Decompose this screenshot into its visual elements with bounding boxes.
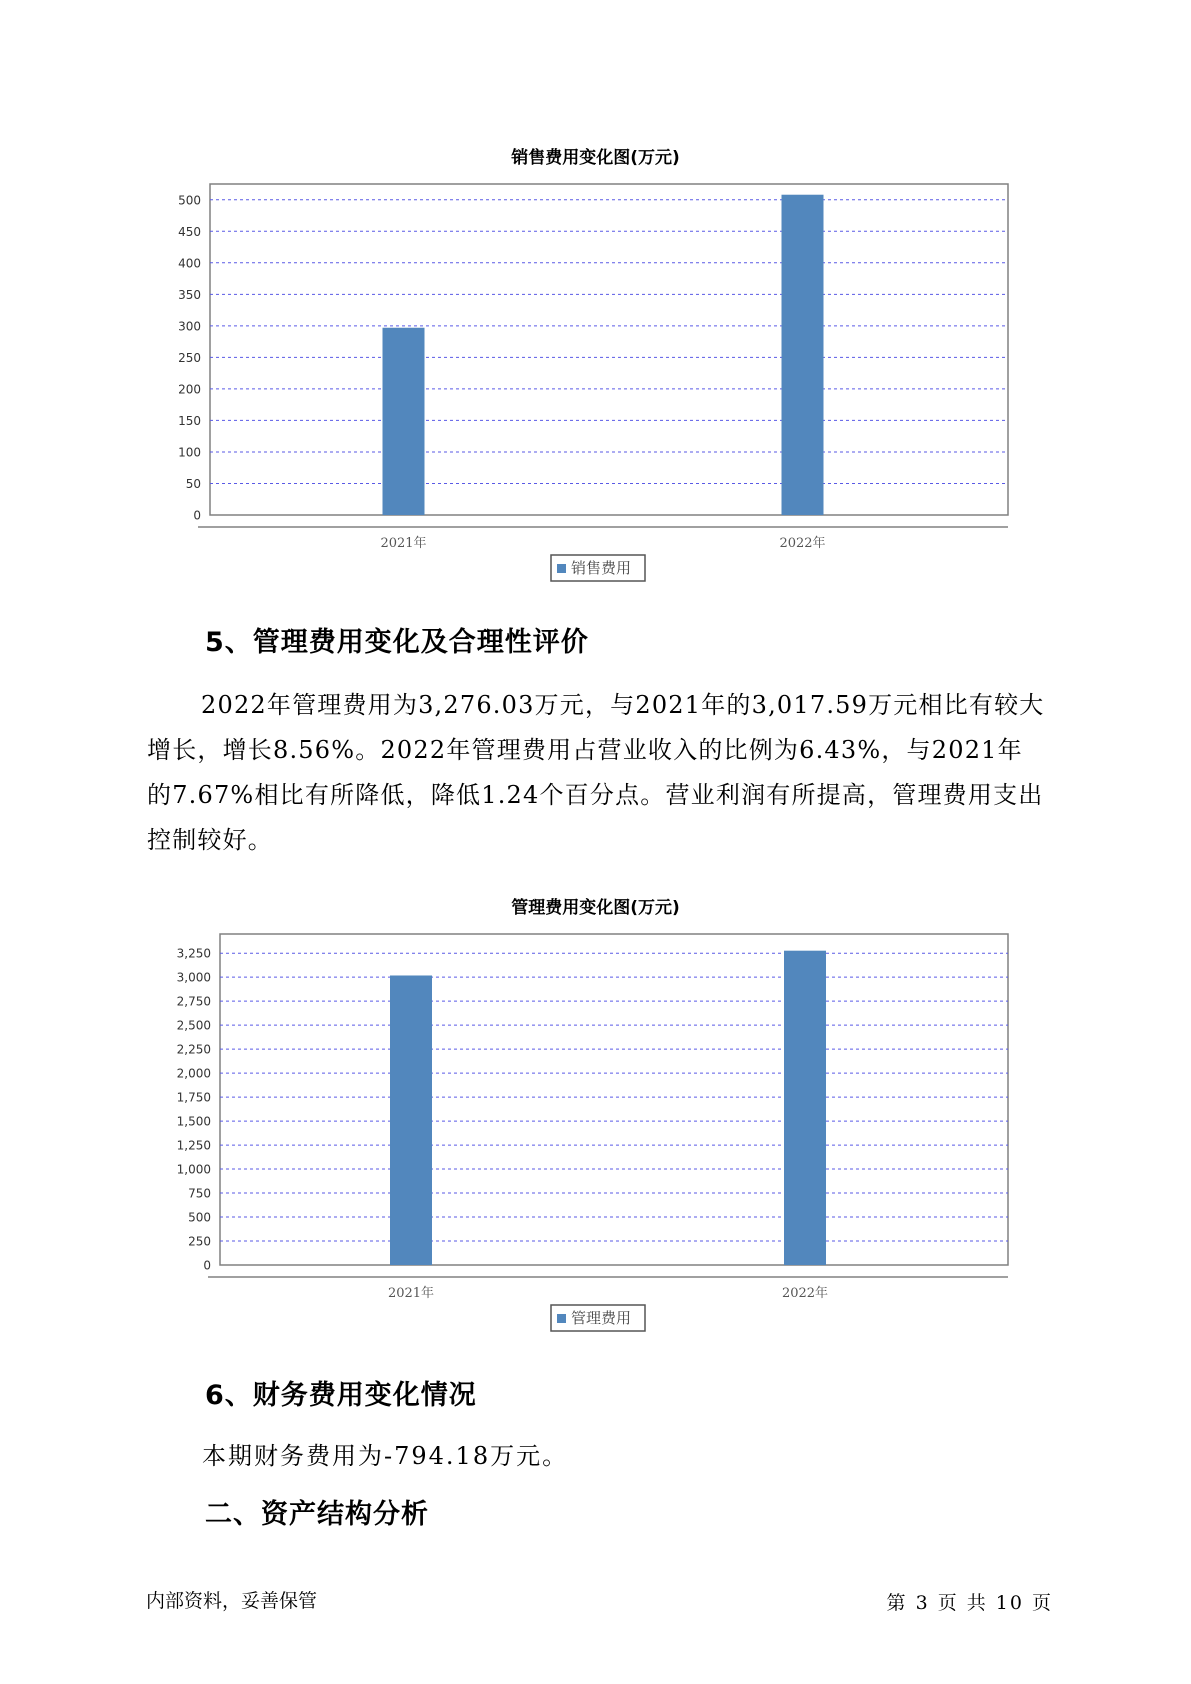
y-tick-label: 100 (178, 445, 201, 460)
y-tick-label: 2,750 (176, 994, 211, 1009)
y-tick-label: 1,500 (176, 1114, 211, 1129)
y-tick-label: 250 (178, 350, 201, 365)
legend-swatch (557, 1314, 566, 1323)
y-tick-label: 450 (178, 224, 201, 239)
x-tick-label: 2022年 (779, 536, 826, 551)
legend-label: 管理费用 (571, 1309, 632, 1327)
section-heading-finance-expense: 6、财务费用变化情况 (205, 1380, 477, 1411)
y-tick-label: 150 (178, 413, 201, 428)
y-tick-label: 300 (178, 319, 201, 334)
bar (390, 975, 432, 1265)
plot-area (220, 934, 1008, 1265)
y-tick-label: 1,000 (176, 1162, 211, 1177)
y-tick-label: 2,250 (176, 1042, 211, 1057)
y-tick-label: 0 (203, 1258, 211, 1273)
y-tick-label: 500 (178, 193, 201, 208)
plot-area (210, 184, 1008, 515)
finance-expense-text: 本期财务费用为-794.18万元。 (202, 1442, 569, 1470)
y-tick-label: 3,250 (176, 946, 211, 961)
section-heading-asset-structure: 二、资产结构分析 (205, 1499, 429, 1530)
y-tick-label: 350 (178, 287, 201, 302)
y-tick-label: 250 (188, 1234, 211, 1249)
x-tick-label: 2021年 (387, 1286, 435, 1301)
y-tick-label: 200 (178, 382, 201, 397)
x-tick-label: 2021年 (380, 536, 427, 551)
bar (782, 195, 824, 515)
legend-swatch (557, 564, 566, 573)
admin-expense-chart-title: 管理费用变化图(万元) (511, 898, 680, 918)
y-tick-label: 50 (185, 476, 201, 491)
y-tick-label: 3,000 (176, 970, 211, 985)
bar (383, 328, 425, 515)
y-tick-label: 750 (188, 1186, 211, 1201)
sales-expense-chart-title: 销售费用变化图(万元) (511, 148, 680, 168)
y-tick-label: 0 (193, 508, 201, 523)
bar (784, 951, 826, 1265)
legend-label: 销售费用 (571, 559, 632, 577)
section-heading-admin-expense: 5、管理费用变化及合理性评价 (205, 627, 589, 658)
y-tick-label: 500 (188, 1210, 211, 1225)
footer-page-number: 第 3 页 共 10 页 (886, 1592, 1053, 1614)
admin-expense-paragraph: 2022年管理费用为3,276.03万元，与2021年的3,017.59万元相比有较大增长，增长8.56%。2022年管理费用占营业收入的比例为6.43%，与2021年的7.67%相比有所降低，降低1.24个百分点。营业利润有所提高，管理费用支出控制较好。 (147, 691, 1045, 854)
y-tick-label: 1,250 (176, 1138, 211, 1153)
y-tick-label: 400 (178, 256, 201, 271)
y-tick-label: 2,500 (176, 1018, 211, 1033)
admin-expense-chart (0, 920, 1191, 1340)
footer-confidential-note: 内部资料，妥善保管 (146, 1590, 318, 1612)
x-tick-label: 2022年 (781, 1286, 829, 1301)
sales-expense-chart (0, 170, 1191, 590)
y-tick-label: 2,000 (176, 1066, 211, 1081)
y-tick-label: 1,750 (176, 1090, 211, 1105)
